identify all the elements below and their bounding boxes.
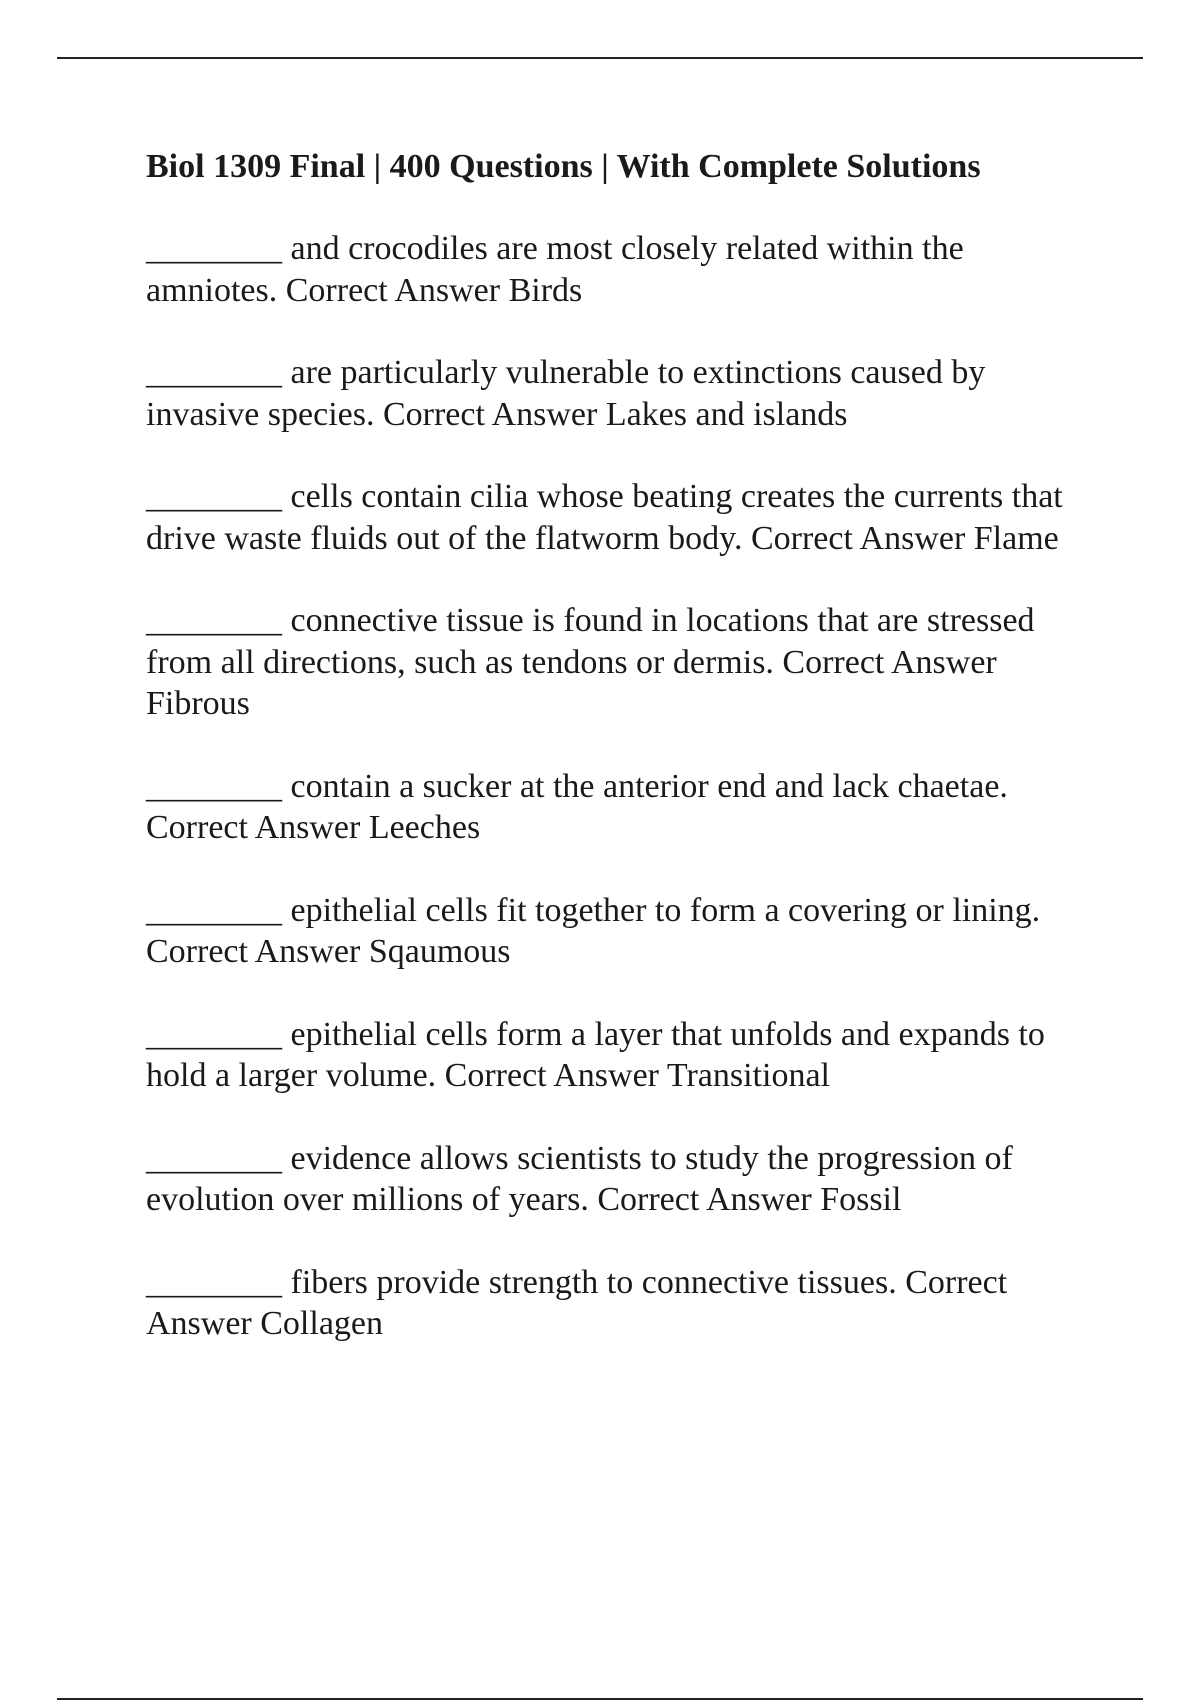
question-item-4: ________ connective tissue is found in locations that are stressed from all directions, such as tendons or dermis. Correct Answer Fibrous [146,602,1035,722]
question-item-8: ________ evidence allows scientists to study the progression of evolution over millions of years. Correct Answer Fossil [146,1139,1013,1218]
document-title: Biol 1309 Final | 400 Questions | With Complete Solutions [146,148,981,185]
question-item-3: ________ cells contain cilia whose beating creates the currents that drive waste fluids out of the flatworm body. Correct Answer Flame [146,478,1063,557]
question-item-5: ________ contain a sucker at the anterior end and lack chaetae. Correct Answer Leeches [146,767,1008,846]
question-item-9: ________ fibers provide strength to connective tissues. Correct Answer Collagen [146,1263,1008,1342]
document-body [146,144,1086,1386]
question-item-7: ________ epithelial cells form a layer that unfolds and expands to hold a larger volume. Correct Answer Transitional [146,1015,1045,1094]
question-item-1: ________ and crocodiles are most closely related within the amniotes. Correct Answer Birds [146,230,964,309]
question-item-6: ________ epithelial cells fit together to form a covering or lining. Correct Answer Sqaumous [146,891,1041,970]
question-item-2: ________ are particularly vulnerable to extinctions caused by invasive species. Correct Answer Lakes and islands [146,354,986,433]
header-rule [57,57,1143,59]
